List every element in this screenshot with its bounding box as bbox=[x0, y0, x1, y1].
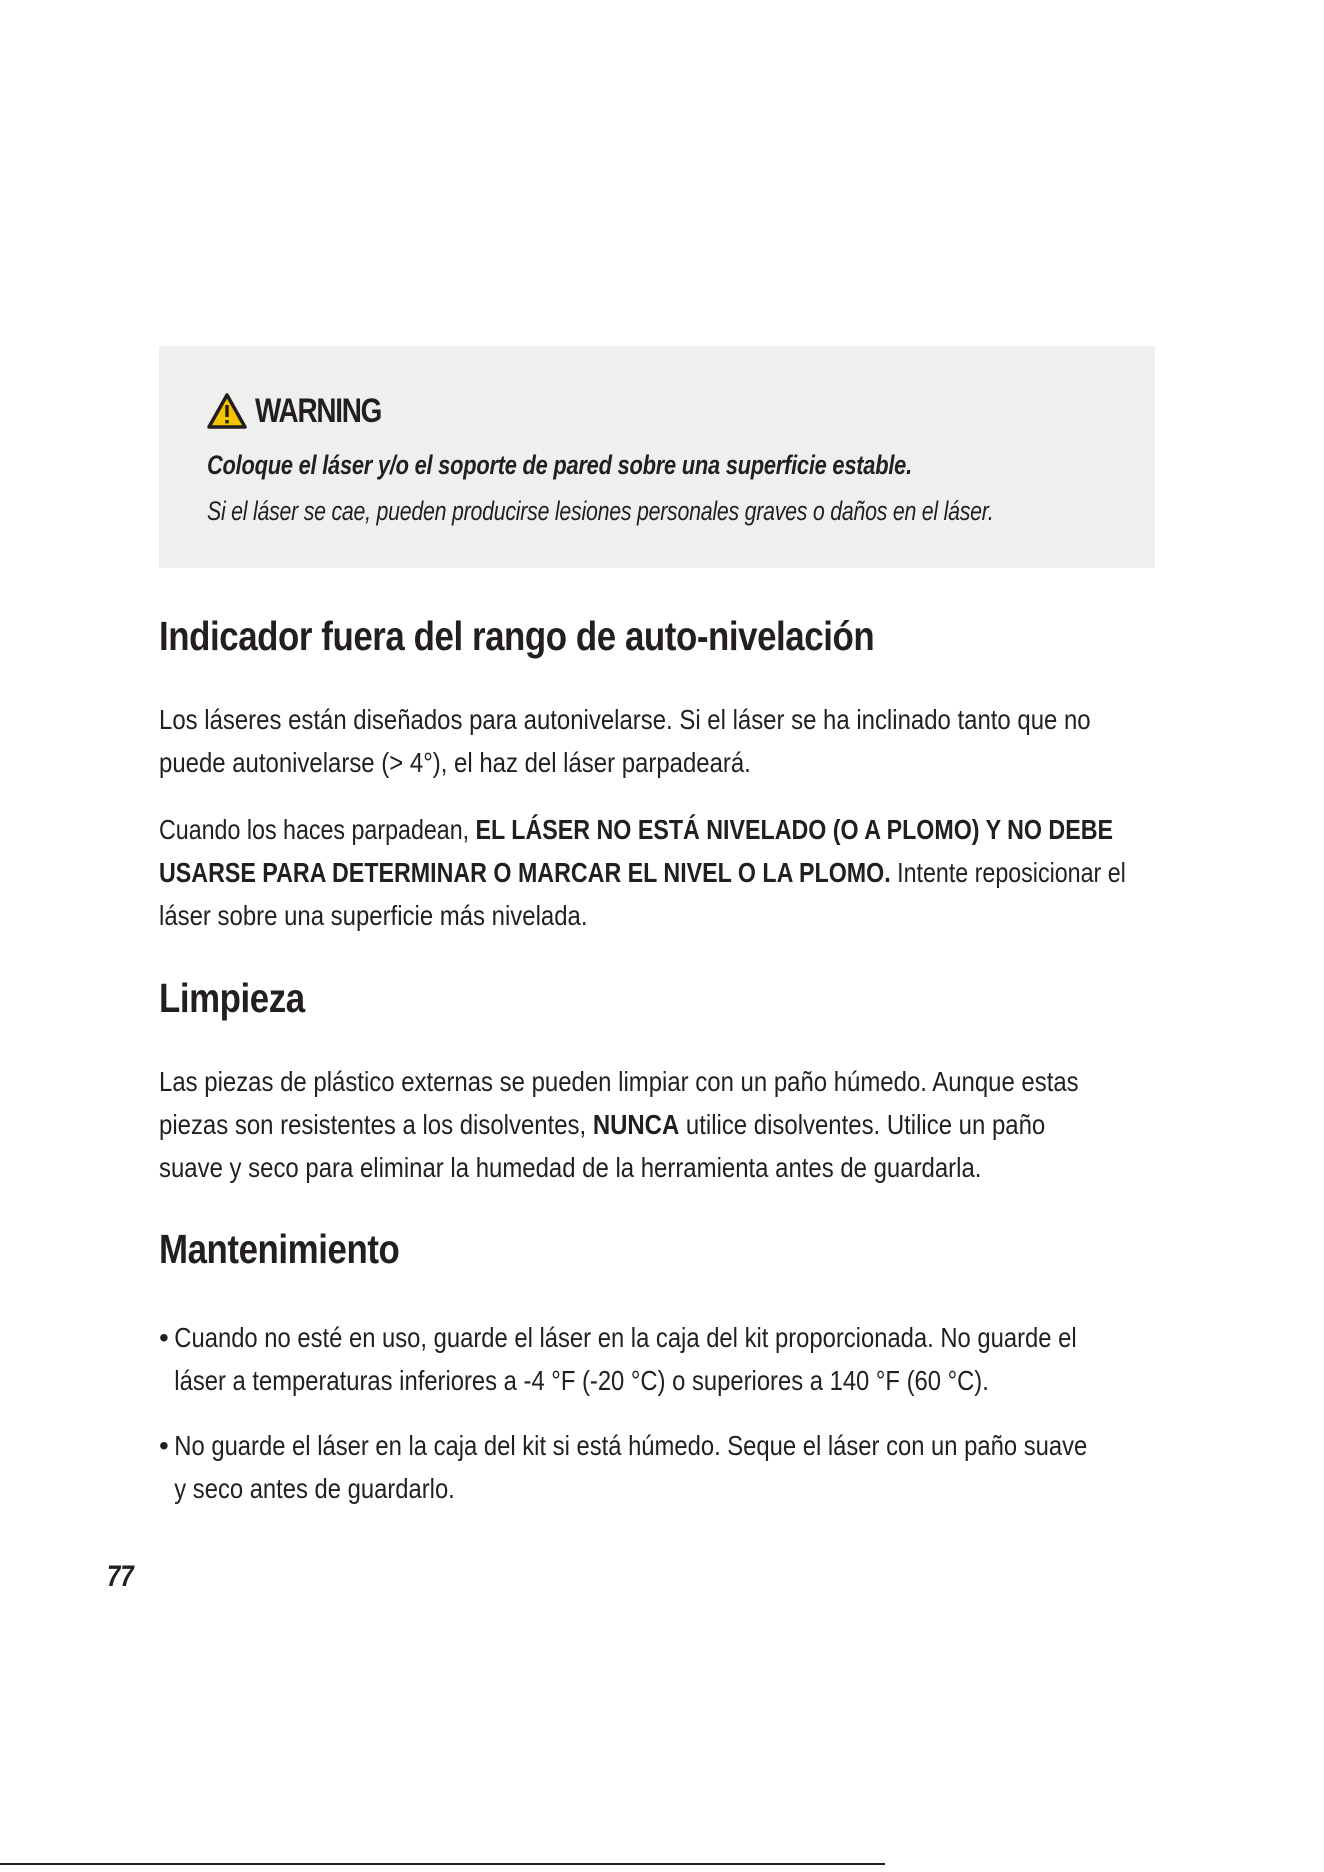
section-heading-auto-leveling: Indicador fuera del rango de auto-nivelación bbox=[159, 613, 875, 659]
text-line: Las piezas de plástico externas se pueden limpiar con un paño húmedo. Aunque estas bbox=[159, 1066, 1079, 1097]
warning-box bbox=[159, 346, 1155, 568]
text-line: y seco antes de guardarlo. bbox=[174, 1473, 455, 1504]
text-line: suave y seco para eliminar la humedad de la herramienta antes de guardarla. bbox=[159, 1152, 982, 1183]
list-item bbox=[159, 1316, 1155, 1402]
text-line: Los láseres están diseñados para autonivelarse. Si el láser se ha inclinado tanto que no bbox=[159, 704, 1091, 735]
warning-title: WARNING bbox=[255, 391, 382, 430]
text-line: Cuando no esté en uso, guarde el láser en la caja del kit proporcionada. No guarde el bbox=[174, 1322, 1077, 1353]
text-run: Cuando los haces parpadean, bbox=[159, 814, 476, 845]
text-line: puede autonivelarse (> 4°), el haz del láser parpadeará. bbox=[159, 747, 751, 778]
emphasis-text: USARSE PARA DETERMINAR O MARCAR EL NIVEL O LA PLOMO. bbox=[159, 857, 891, 888]
warning-instruction: Coloque el láser y/o el soporte de pared sobre una superficie estable. bbox=[207, 450, 912, 480]
text-line: láser a temperaturas inferiores a -4 °F (-20 °C) o superiores a 140 °F (60 °C). bbox=[174, 1365, 989, 1396]
bullet-marker: • bbox=[159, 1430, 169, 1461]
paragraph-auto-leveling bbox=[159, 698, 1155, 784]
warning-consequence: Si el láser se cae, pueden producirse lesiones personales graves o daños en el láser. bbox=[207, 496, 994, 526]
paragraph-blinking-warning bbox=[159, 808, 1155, 937]
text-run: piezas son resistentes a los disolventes, bbox=[159, 1109, 593, 1140]
emphasis-text: NUNCA bbox=[592, 1109, 680, 1140]
list-item bbox=[159, 1424, 1155, 1510]
bullet-marker: • bbox=[159, 1322, 169, 1353]
text-line: láser sobre una superficie más nivelada. bbox=[159, 900, 588, 931]
text-line bbox=[159, 1103, 1046, 1146]
text-line bbox=[159, 808, 1114, 851]
paragraph-cleaning bbox=[159, 1060, 1155, 1189]
text-run: Intente reposicionar el bbox=[890, 857, 1126, 888]
text-line: No guarde el láser en la caja del kit si está húmedo. Seque el láser con un paño suave bbox=[174, 1430, 1088, 1461]
warning-header bbox=[207, 386, 409, 436]
section-heading-maintenance: Mantenimiento bbox=[159, 1226, 400, 1272]
page-number: 77 bbox=[107, 1560, 134, 1593]
bottom-divider bbox=[0, 1863, 885, 1865]
emphasis-text: EL LÁSER NO ESTÁ NIVELADO (O A PLOMO) Y NO DEBE bbox=[475, 814, 1114, 845]
section-heading-cleaning: Limpieza bbox=[159, 975, 305, 1021]
text-run: utilice disolventes. Utilice un paño bbox=[679, 1109, 1046, 1140]
warning-triangle-icon bbox=[207, 393, 247, 429]
text-line bbox=[159, 851, 1126, 894]
